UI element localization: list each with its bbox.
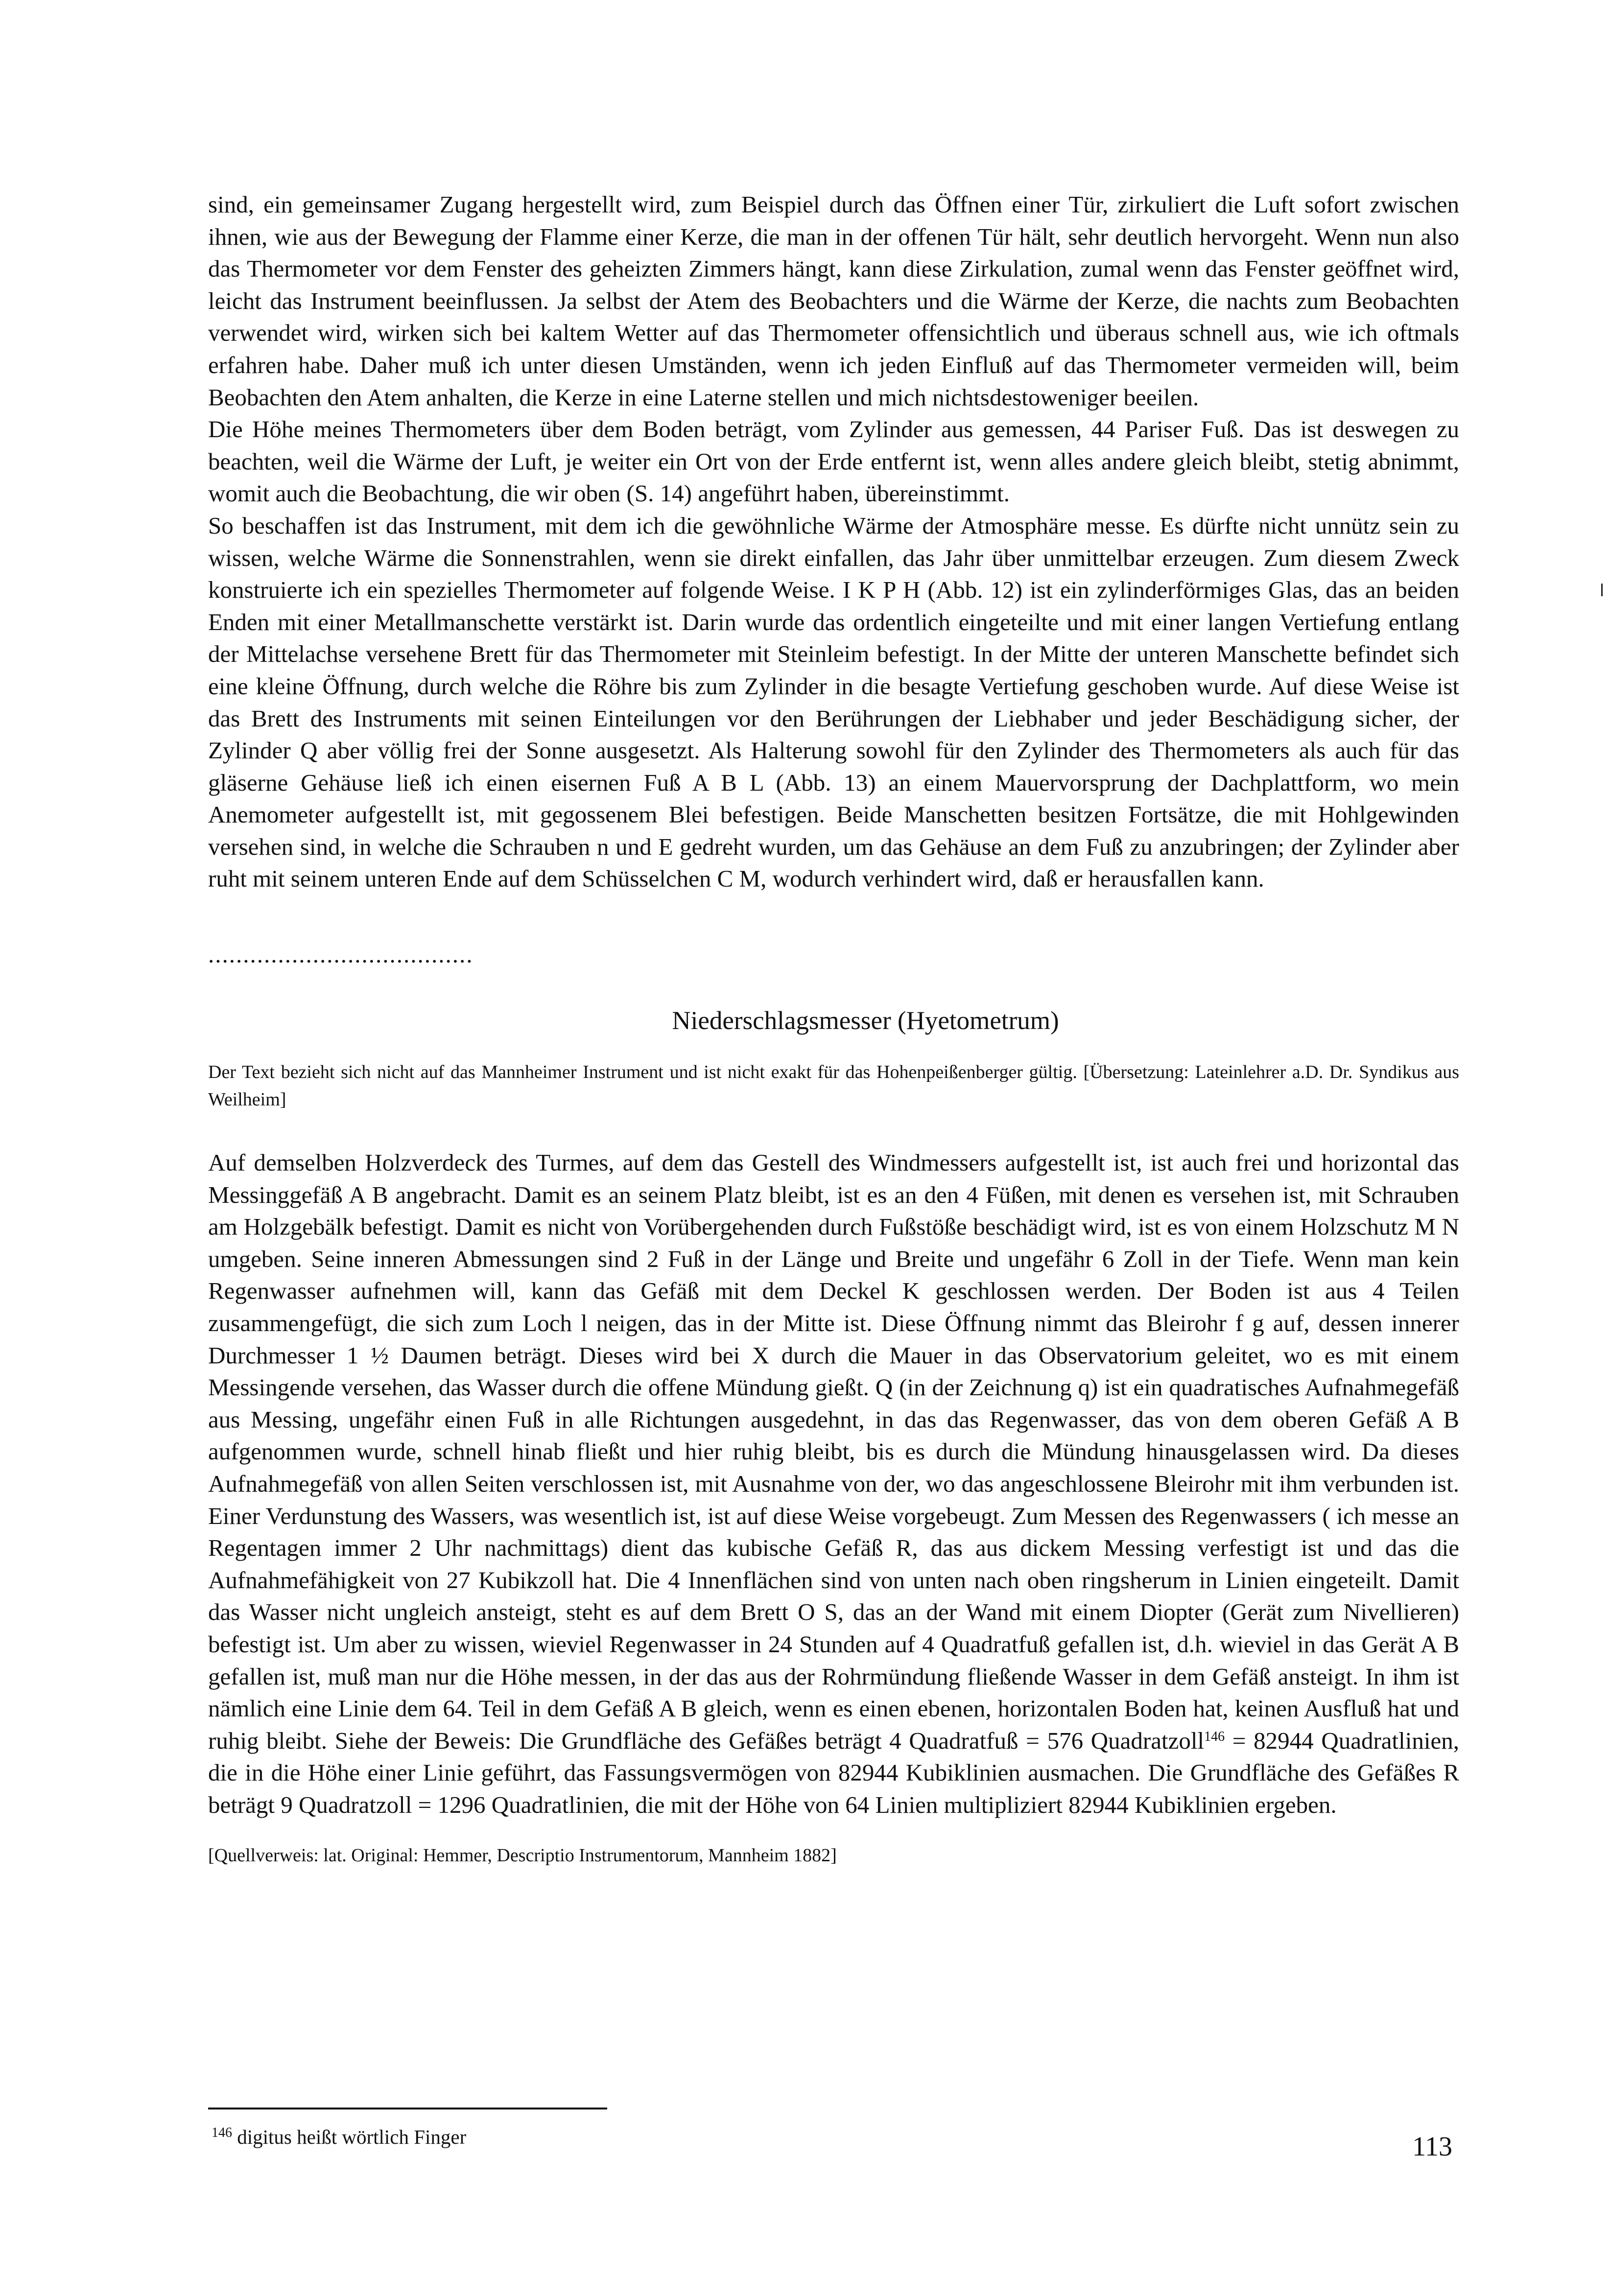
margin-mark — [1601, 584, 1603, 596]
paragraph: So beschaffen ist das Instrument, mit dem ich die gewöhnliche Wärme der Atmosphäre messe. Es dürfte nicht unnütz sein zu wissen, welche Wärme die Sonnenstrahlen, wenn sie direkt einfallen, das Jahr über unmittelbar erzeugen. Zum diesem Zweck konstruierte ich ein spezielles Thermometer auf folgende Weise. I K P H (Abb. 12) ist ein zylinderförmiges Glas, das an beiden Enden mit einer Metallmanschette verstärkt ist. Darin wurde das ordentlich eingeteilte und mit einer langen Vertiefung entlang der Mittelachse versehene Brett für das Thermometer mit Steinleim befestigt. In der Mitte der unteren Manschette befindet sich eine kleine Öffnung, durch welche die Röhre bis zum Zylinder in die besagte Vertiefung geschoben wurde. Auf diese Weise ist das Brett des Instruments mit seinen Einteilungen vor den Berührungen der Liebhaber und jeder Beschädigung sicher, der Zylinder Q aber völlig frei der Sonne ausgesetzt. Als Halterung sowohl für den Zylinder des Thermometers als auch für das gläserne Gehäuse ließ ich einen eisernen Fuß A B L (Abb. 13) an einem Mauervorsprung der Dachplattform, wo mein Anemometer aufgestellt ist, mit gegossenem Blei befestigen. Beide Manschetten besitzen Fortsätze, die mit Hohlgewinden versehen sind, in welche die Schrauben n und E gedreht wurden, um das Gehäuse an dem Fuß zu anzubringen; der Zylinder aber ruht mit seinem unteren Ende auf dem Schüsselchen C M, wodurch verhindert wird, daß er herausfallen kann. — [208, 512, 1459, 892]
footnote — [212, 2122, 466, 2152]
source-reference: [Quellverweis: lat. Original: Hemmer, Descriptio Instrumentorum, Mannheim 1882] — [208, 1845, 837, 1866]
rain-gauge-section — [208, 1147, 1459, 1821]
paragraph-text: = 82944 Quadratlinien, die in die Höhe einer Linie geführt, das Fassungsvermögen von 82944 Kubiklinien ausmachen. Die Grundfläche des Gefäßes R beträgt 9 Quadratzoll = 1296 Quadratlinien, die mit der Höhe von 64 Linien multipliziert 82944 Kubiklinien ergeben. — [208, 1727, 1459, 1818]
page-content — [208, 188, 1459, 1869]
paragraph-text: Auf demselben Holzverdeck des Turmes, auf dem das Gestell des Windmessers aufgestellt ist, ist auch frei und horizontal das Messinggefäß A B angebracht. Damit es an seinem Platz bleibt, ist es an den 4 Füßen, mit denen es versehen ist, mit Schrauben am Holzgebälk befestigt. Damit es nicht von Vorübergehenden durch Fußstöße beschädigt wird, ist es von einem Holzschutz M N umgeben. Seine inneren Abmessungen sind 2 Fuß in der Länge und Breite und ungefähr 6 Zoll in der Tiefe. Wenn man kein Regenwasser aufnehmen will, kann das Gefäß mit dem Deckel K geschlossen werden. Der Boden ist aus 4 Teilen zusammengefügt, die sich zum Loch l neigen, das in der Mitte ist. Diese Öffnung nimmt das Bleirohr f g auf, dessen innerer Durchmesser 1 ½ Daumen beträgt. Dieses wird bei X durch die Mauer in das Observatorium geleitet, wo es mit einem Messingende versehen, das Wasser durch die offene Mündung gießt. Q (in der Zeichnung q) ist ein quadratisches Aufnahmegefäß aus Messing, ungefähr einen Fuß in alle Richtungen ausgedehnt, in das das Regenwasser, das von dem oberen Gefäß A B aufgenommen wurde, schnell hinab fließt und hier ruhig bleibt, bis es durch die Mündung hinausgelassen wird. Da dieses Aufnahmegefäß von allen Seiten verschlossen ist, mit Ausnahme von der, wo das angeschlossene Bleirohr mit ihm verbunden ist. Einer Verdunstung des Wassers, was wesentlich ist, ist auf diese Weise vorgebeugt. Zum Messen des Regenwassers ( ich messe an Regentagen immer 2 Uhr nachmittags) dient das kubische Gefäß R, das aus dickem Messing verfestigt ist und das die Aufnahmefähigkeit von 27 Kubikzoll hat. Die 4 Innenflächen sind von unten nach oben ringsherum in Linien eingeteilt. Damit das Wasser nicht ungleich ansteigt, steht es auf dem Brett O S, das an der Wand mit einem Diopter (Gerät zum Nivellieren) befestigt ist. Um aber zu wissen, wieviel Regenwasser in 24 Stunden auf 4 Quadratfuß gefallen ist, d.h. wieviel in das Gerät A B gefallen ist, muß man nur die Höhe messen, in der das aus der Rohrmündung fließende Wasser in dem Gefäß ansteigt. In ihm ist nämlich eine Linie dem 64. Teil in dem Gefäß A B gleich, wenn es einen ebenen, horizontalen Boden hat, keinen Ausfluß hat und ruhig bleibt. Siehe der Beweis: Die Grundfläche des Gefäßes beträgt 4 Quadratfuß = 576 Quadratzoll — [208, 1149, 1459, 1754]
footnote-number: 146 — [212, 2125, 232, 2140]
paragraph: sind, ein gemeinsamer Zugang hergestellt wird, zum Beispiel durch das Öffnen einer Tür, zirkuliert die Luft sofort zwischen ihnen, wie aus der Bewegung der Flamme einer Kerze, die man in der offenen Tür hält, sehr deutlich hervorgeht. Wenn nun also das Thermometer vor dem Fenster des geheizten Zimmers hängt, kann diese Zirkulation, zumal wenn das Fenster geöffnet wird, leicht das Instrument beeinflussen. Ja selbst der Atem des Beobachters und die Wärme der Kerze, die nachts zum Beobachten verwendet wird, wirken sich bei kaltem Wetter auf das Thermometer offensichtlich und überaus schnell aus, wie ich oftmals erfahren habe. Daher muß ich unter diesen Umständen, wenn ich jeden Einfluß auf das Thermometer vermeiden will, beim Beobachten den Atem anhalten, die Kerze in eine Laterne stellen und mich nichtsdestoweniger beeilen. — [208, 191, 1459, 411]
translation-note: Der Text bezieht sich nicht auf das Mannheimer Instrument und ist nicht exakt für das Hohenpeißenberger gültig. [Übersetzung: Lateinlehrer a.D. Dr. Syndikus aus Weilheim] — [208, 1062, 1459, 1110]
footnote-divider — [208, 2108, 607, 2109]
separator-dots: ...................................... — [208, 941, 474, 968]
section-heading: Niederschlagsmesser (Hyetometrum) — [672, 1007, 1059, 1035]
page-number: 113 — [1412, 2132, 1452, 2162]
footnote-text: digitus heißt wörtlich Finger — [232, 2126, 467, 2148]
top-section — [208, 188, 1459, 895]
paragraph: Die Höhe meines Thermometers über dem Boden beträgt, vom Zylinder aus gemessen, 44 Pariser Fuß. Das ist deswegen zu beachten, weil die Wärme der Luft, je weiter ein Ort von der Erde entfernt ist, wenn alles andere gleich bleibt, stetig abnimmt, womit auch die Beobachtung, die wir oben (S. 14) angeführt haben, übereinstimmt. — [208, 416, 1459, 507]
footnote-reference[interactable]: 146 — [1204, 1729, 1225, 1744]
paragraph — [208, 1147, 1459, 1821]
